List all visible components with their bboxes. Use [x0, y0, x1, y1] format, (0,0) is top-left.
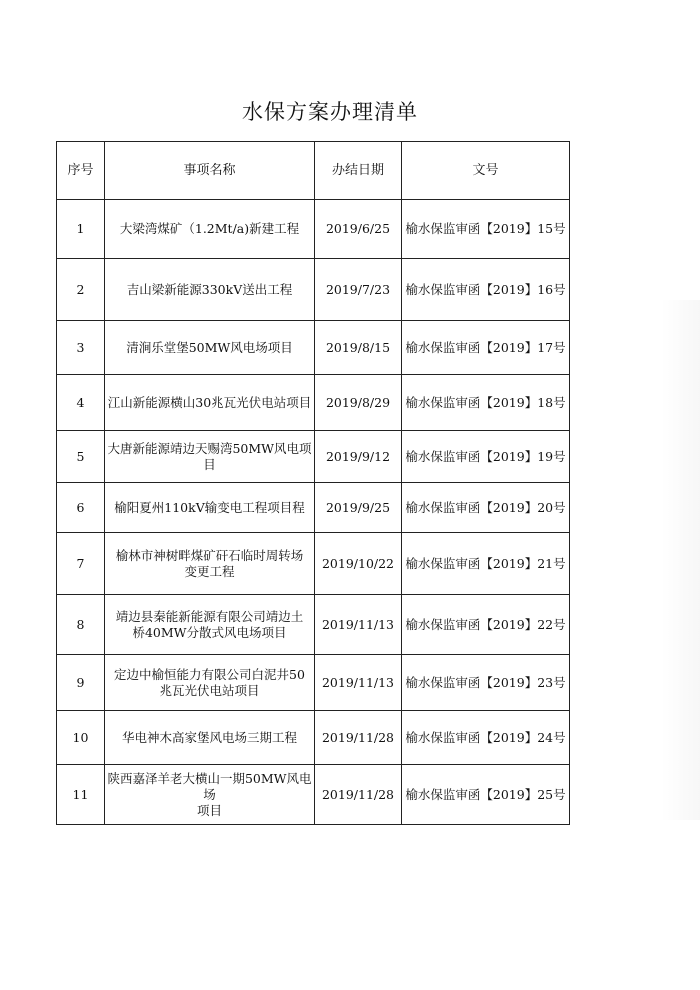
table-row [57, 711, 570, 765]
row-date: 2019/7/23 [315, 259, 402, 321]
row-name: 定边中榆恒能力有限公司白泥井50 兆瓦光伏电站项目 [105, 655, 315, 711]
header-doc: 文号 [402, 142, 570, 200]
table-row [57, 765, 570, 825]
header-no: 序号 [57, 142, 105, 200]
row-name: 江山新能源横山30兆瓦光伏电站项目 [105, 375, 315, 431]
row-doc: 榆水保监审函【2019】15号 [402, 200, 570, 259]
row-date: 2019/11/28 [315, 765, 402, 825]
row-name: 大唐新能源靖边天赐湾50MW风电项目 [105, 431, 315, 483]
row-no: 3 [57, 321, 105, 375]
row-doc: 榆水保监审函【2019】19号 [402, 431, 570, 483]
table-header-row [57, 142, 570, 200]
document-title: 水保方案办理清单 [242, 100, 418, 124]
row-name: 大梁湾煤矿（1.2Mt/a)新建工程 [105, 200, 315, 259]
row-name: 陕西嘉泽羊老大横山一期50MW风电 场 项目 [105, 765, 315, 825]
table-row [57, 200, 570, 259]
row-no: 1 [57, 200, 105, 259]
row-doc: 榆水保监审函【2019】18号 [402, 375, 570, 431]
row-date: 2019/9/25 [315, 483, 402, 533]
row-name: 清涧乐堂堡50MW风电场项目 [105, 321, 315, 375]
row-no: 7 [57, 533, 105, 595]
table-row [57, 375, 570, 431]
row-doc: 榆水保监审函【2019】23号 [402, 655, 570, 711]
header-name: 事项名称 [105, 142, 315, 200]
row-doc: 榆水保监审函【2019】16号 [402, 259, 570, 321]
row-date: 2019/8/15 [315, 321, 402, 375]
row-name: 榆阳夏州110kV输变电工程项目程 [105, 483, 315, 533]
row-date: 2019/11/28 [315, 711, 402, 765]
row-date: 2019/11/13 [315, 595, 402, 655]
row-doc: 榆水保监审函【2019】22号 [402, 595, 570, 655]
header-date: 办结日期 [315, 142, 402, 200]
row-no: 9 [57, 655, 105, 711]
row-no: 10 [57, 711, 105, 765]
table-row [57, 595, 570, 655]
row-doc: 榆水保监审函【2019】17号 [402, 321, 570, 375]
table-row [57, 655, 570, 711]
row-date: 2019/10/22 [315, 533, 402, 595]
row-name: 榆林市神树畔煤矿矸石临时周转场 变更工程 [105, 533, 315, 595]
approval-table [56, 141, 570, 825]
row-date: 2019/6/25 [315, 200, 402, 259]
row-no: 5 [57, 431, 105, 483]
row-no: 6 [57, 483, 105, 533]
row-no: 11 [57, 765, 105, 825]
table-row [57, 321, 570, 375]
row-name: 华电神木高家堡风电场三期工程 [105, 711, 315, 765]
row-doc: 榆水保监审函【2019】25号 [402, 765, 570, 825]
row-doc: 榆水保监审函【2019】20号 [402, 483, 570, 533]
row-name: 靖边县秦能新能源有限公司靖边土 桥40MW分散式风电场项目 [105, 595, 315, 655]
row-no: 8 [57, 595, 105, 655]
row-date: 2019/11/13 [315, 655, 402, 711]
table-row [57, 483, 570, 533]
row-doc: 榆水保监审函【2019】21号 [402, 533, 570, 595]
row-name: 吉山梁新能源330kV送出工程 [105, 259, 315, 321]
row-date: 2019/8/29 [315, 375, 402, 431]
table-row [57, 533, 570, 595]
row-no: 4 [57, 375, 105, 431]
row-date: 2019/9/12 [315, 431, 402, 483]
row-doc: 榆水保监审函【2019】24号 [402, 711, 570, 765]
row-no: 2 [57, 259, 105, 321]
scan-edge-shading [660, 300, 700, 820]
table-row [57, 431, 570, 483]
table-row [57, 259, 570, 321]
